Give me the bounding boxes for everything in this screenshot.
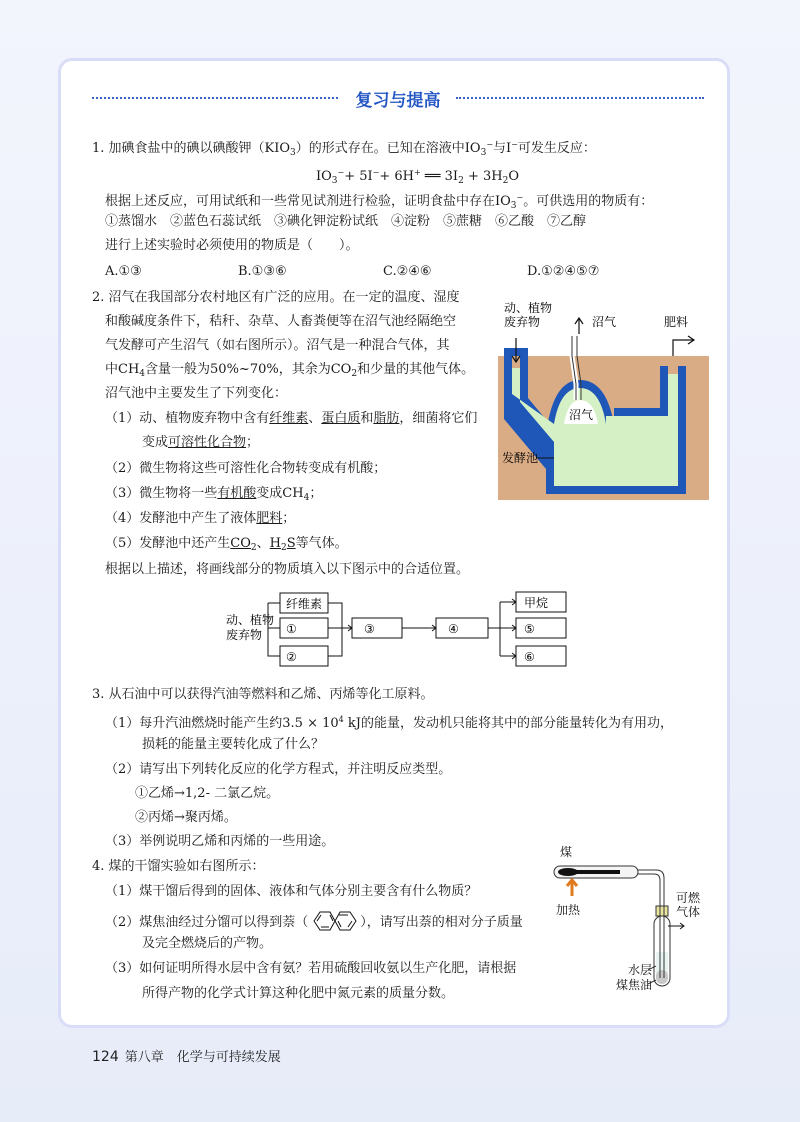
q2-step1: （1）动、植物废弃物中含有纤维素、蛋白质和脂肪，细菌将它们: [105, 411, 478, 426]
fig-label-waste-1: 动、植物: [504, 301, 553, 315]
q3-step3: （3）举例说明乙烯和丙烯的一些用途。: [105, 834, 335, 849]
gas-label-1: 可燃: [676, 891, 701, 905]
q2-line4: 中$CH_4$含量一般为50%~70%，其余为$CO_2$和少量的其他气体。: [105, 362, 475, 379]
flow-source-line1: 动、植物: [226, 613, 275, 627]
q4-step3: （3）如何证明所得水层中含有氨？若用硫酸回收氨以生产化肥，请根据: [105, 961, 517, 976]
page-footer: [92, 1046, 281, 1065]
q3-step2-1: ①乙烯→1,2- 二氯乙烷。: [135, 786, 280, 801]
section-header: [92, 86, 704, 110]
q1-choice-a: A.①③: [105, 264, 142, 279]
flow-box-methane-label: 甲烷: [524, 596, 549, 610]
q3-line1: 3. 从石油中可以获得汽油等燃料和乙烯、丙烯等化工原料。: [92, 687, 434, 702]
q4-line1: 4. 煤的干馏实验如右图所示：: [92, 859, 265, 874]
fertilizer-output-arrow: [673, 336, 694, 356]
fig-label-waste-2: 废弃物: [504, 315, 541, 329]
q2-fill-instruction: 根据以上描述，将画线部分的物质填入以下图示中的合适位置。: [105, 562, 470, 577]
q2-line3: 气发酵可产生沼气（如右图所示）。沼气是一种混合气体，其: [105, 338, 450, 353]
heat-label: 加热: [556, 903, 581, 917]
q2-step3: （3）微生物将一些有机酸变成$CH_4$；: [105, 486, 323, 503]
q2-line1: 2. 沼气在我国部分农村地区有广泛的应用。在一定的温度、湿度: [92, 290, 460, 305]
q2-line2: 和酸碱度条件下，秸秆、杂草、人畜粪便等在沼气池经隔绝空: [105, 314, 457, 329]
q3-step2-2: ②丙烯→聚丙烯。: [135, 810, 237, 825]
heat-arrow: [567, 880, 577, 896]
section-title: 复习与提高: [355, 91, 441, 111]
header-divider-right: [456, 97, 704, 99]
water-label: 水层: [628, 963, 653, 977]
q1-choice-c: C.②④⑥: [383, 264, 432, 279]
fig-label-pool: 发酵池: [502, 451, 539, 465]
naphthalene-icon: [308, 909, 360, 933]
flow-box-3: [352, 618, 402, 638]
gas-label-2: 气体: [676, 905, 701, 919]
stopper: [656, 906, 668, 916]
flow-box-1-label: ①: [286, 622, 297, 636]
chapter-title: 第八章 化学与可持续发展: [124, 1050, 281, 1065]
flow-box-4: [436, 618, 488, 638]
q2-step2: （2）微生物将这些可溶性化合物转变成有机酸；: [105, 461, 387, 476]
page-number: 124: [92, 1049, 119, 1065]
q3-step1-cont: 损耗的能量主要转化成了什么？: [142, 737, 325, 752]
q1-choice-b: B.①③⑥: [238, 264, 287, 279]
q2-step1-cont: 变成可溶性化合物；: [142, 435, 260, 450]
coal-label: 煤: [560, 845, 573, 859]
flow-box-fiber-label: 纤维素: [286, 597, 323, 611]
q2-step4: （4）发酵池中产生了液体肥料；: [105, 511, 296, 526]
header-divider-left: [92, 97, 338, 99]
flow-source-line2: 废弃物: [226, 628, 263, 642]
flow-box-6-label: ⑥: [524, 650, 535, 664]
q4-step2-cont: 及完全燃烧后的产物。: [142, 936, 273, 951]
q4-step1: （1）煤干馏后得到的固体、液体和气体分别主要含有什么物质？: [105, 884, 478, 899]
q1-materials: ①蒸馏水 ②蓝色石蕊试纸 ③碘化钾淀粉试纸 ④淀粉 ⑤蔗糖 ⑥乙酸 ⑦乙醇: [105, 214, 587, 229]
coal-sample: [558, 868, 578, 876]
biogas-digester-figure: [496, 296, 711, 502]
q1-equation: $IO_3^-+ 5I^-+ 6H^+$ ══ $3I_2 + 3H_2O$: [316, 168, 519, 186]
q1-line3: 根据上述反应，可用试纸和一些常见试剂进行检验，证明食盐中存在$IO_3^-$。可供选用的物质有：: [105, 193, 654, 211]
flow-box-3-label: ③: [364, 622, 375, 636]
q3-step1: （1）每升汽油燃烧时能产生约$3.5 \times 10^4$ kJ的能量，发动机只能将其中的部分能量转化为有用功，: [105, 715, 673, 731]
gas-output-arrow: [575, 318, 583, 334]
flow-box-4-label: ④: [448, 622, 459, 636]
q1-stem: 1. 加碘食盐中的碘以碘酸钾$(KIO_3)$的形式存在。已知在溶液中$IO_3^-$与I−可发生反应：: [92, 140, 596, 158]
flow-box-2-label: ②: [286, 650, 297, 664]
fig-label-fertilizer: 肥料: [664, 315, 689, 329]
flow-box-5-label: ⑤: [524, 622, 535, 636]
coal-distillation-figure: [548, 842, 708, 1002]
q4-step2: （2）煤焦油经过分馏可以得到萘（ ），请写出萘的相对分子质量: [105, 909, 523, 933]
q1-choice-d: D.①②④⑤⑦: [527, 264, 600, 279]
tar-label: 煤焦油: [616, 978, 653, 992]
q2-line5: 沼气池中主要发生了下列变化：: [105, 386, 288, 401]
q4-step3-cont: 所得产物的化学式计算这种化肥中氮元素的质量分数。: [142, 986, 455, 1001]
fig-label-gas: 沼气: [592, 315, 617, 329]
q3-step2: （2）请写出下列转化反应的化学方程式，并注明反应类型。: [105, 762, 452, 777]
q1-ask: 进行上述实验时必须使用的物质是（ ）。: [105, 238, 359, 253]
fig-label-dome-gas: 沼气: [569, 408, 594, 422]
flow-diagram: [222, 588, 582, 674]
q2-step5: （5）发酵池中还产生$CO_2$、$H_2S$等气体。: [105, 536, 348, 553]
